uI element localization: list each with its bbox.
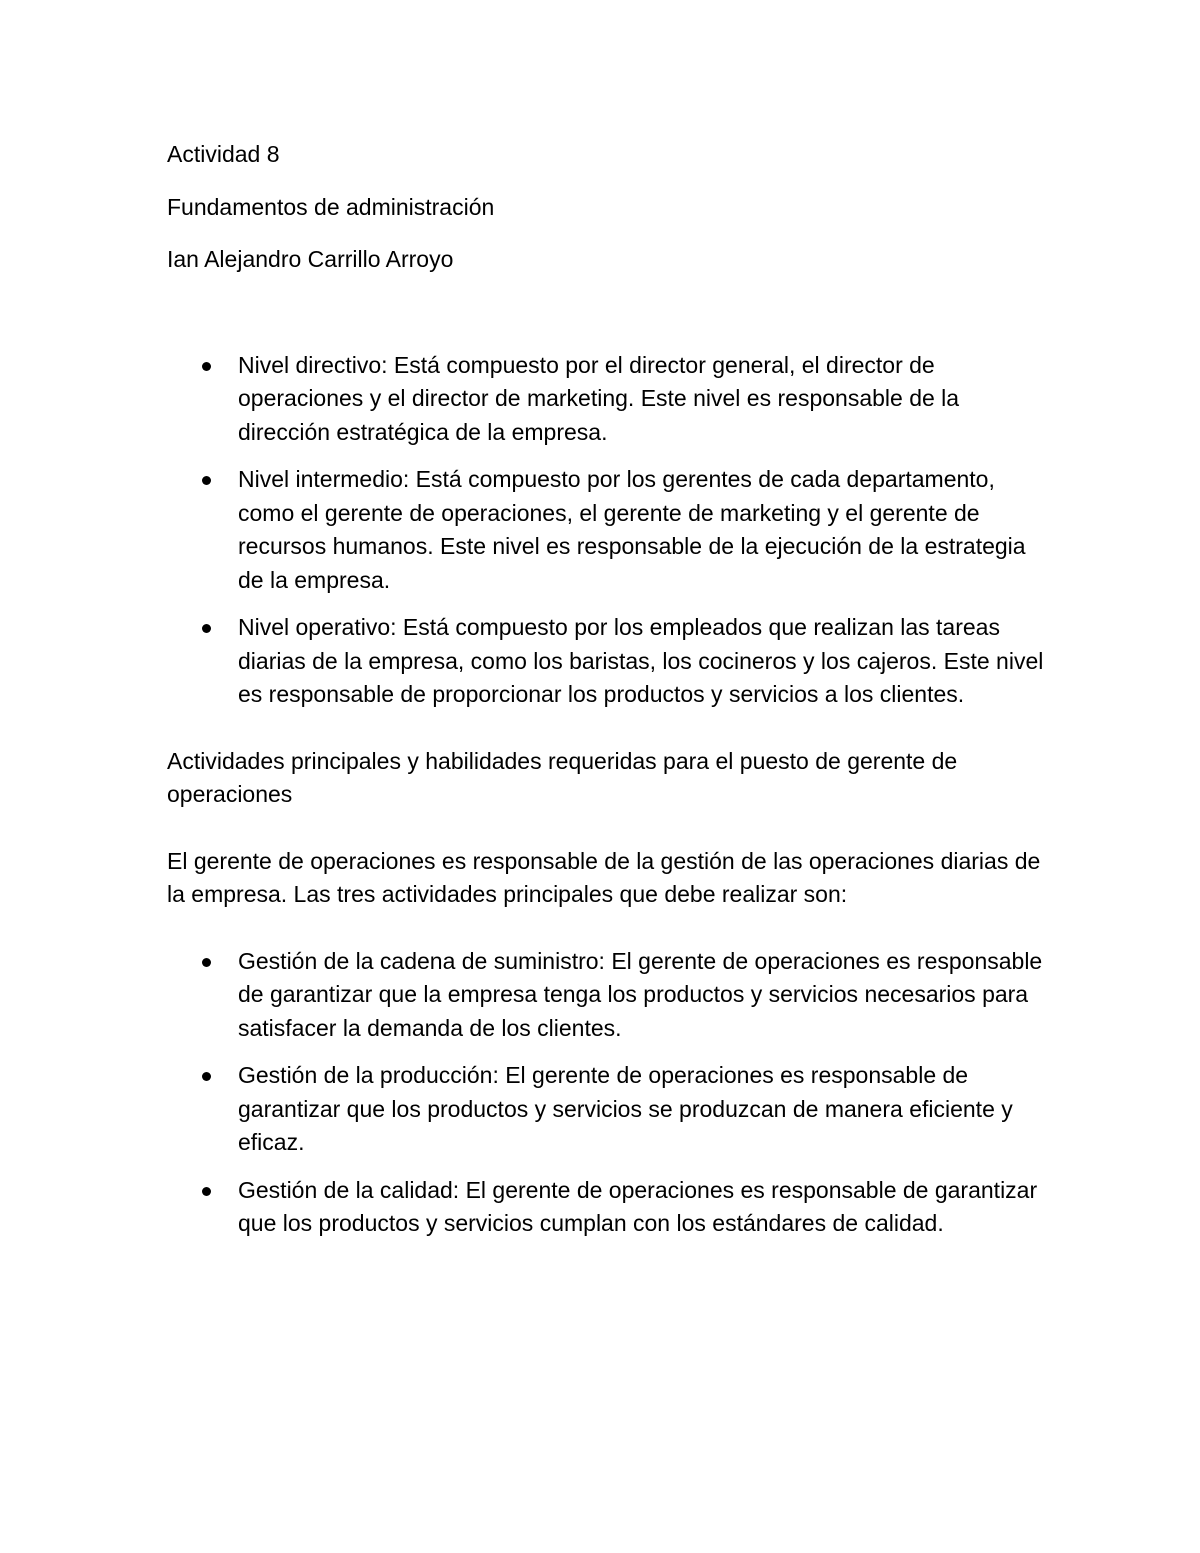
list-item [167,349,1047,450]
list-item-text: Gestión de la producción: El gerente de operaciones es responsable de garantizar que los productos y servicios se produzcan de manera eficiente y eficaz. [238,1062,1013,1155]
author-name: Ian Alejandro Carrillo Arroyo [167,246,454,272]
document-header [167,138,1047,277]
section-title: Actividades principales y habilidades requeridas para el puesto de gerente de operaciones [167,747,958,807]
list-item-text: Gestión de la calidad: El gerente de operaciones es responsable de garantizar que los productos y servicios cumplan con los estándares de calidad. [238,1176,1038,1236]
bullet-icon [202,476,211,485]
document-body [167,138,1047,1255]
list-item-text: Nivel intermedio: Está compuesto por los gerentes de cada departamento, como el gerente de operaciones, el gerente de marketing y el gerente de recursos humanos. Este nivel es responsable de la ejecución de la estrategia de la empresa. [238,466,1026,593]
bullet-icon [202,1187,211,1196]
list-item-text: Nivel operativo: Está compuesto por los empleados que realizan las tareas diarias de la empresa, como los baristas, los cocineros y los cajeros. Este nivel es responsable de proporcionar los productos y servicios a los clientes. [238,614,1044,707]
bullet-icon [202,362,211,371]
list-item [167,1059,1047,1160]
activity-title: Actividad 8 [167,141,280,167]
bullet-icon [202,624,211,633]
bullet-icon [202,958,211,967]
list-item-text: Nivel directivo: Está compuesto por el director general, el director de operaciones y el director de marketing. Este nivel es responsable de la dirección estratégica de la empresa. [238,351,960,445]
list-item-text: Gestión de la cadena de suministro: El gerente de operaciones es responsable de garantizar que la empresa tenga los productos y servicios necesarios para satisfacer la demanda de los clientes. [238,947,1043,1041]
list-item [167,611,1047,712]
list-item [167,945,1047,1046]
activities-list [167,945,1047,1241]
section-intro: El gerente de operaciones es responsable de la gestión de las operaciones diarias de la empresa. Las tres actividades principales que debe realizar son: [167,847,1041,907]
levels-list [167,349,1047,712]
course-name: Fundamentos de administración [167,193,495,220]
bullet-icon [202,1072,211,1081]
list-item [167,463,1047,597]
list-item [167,1174,1047,1241]
